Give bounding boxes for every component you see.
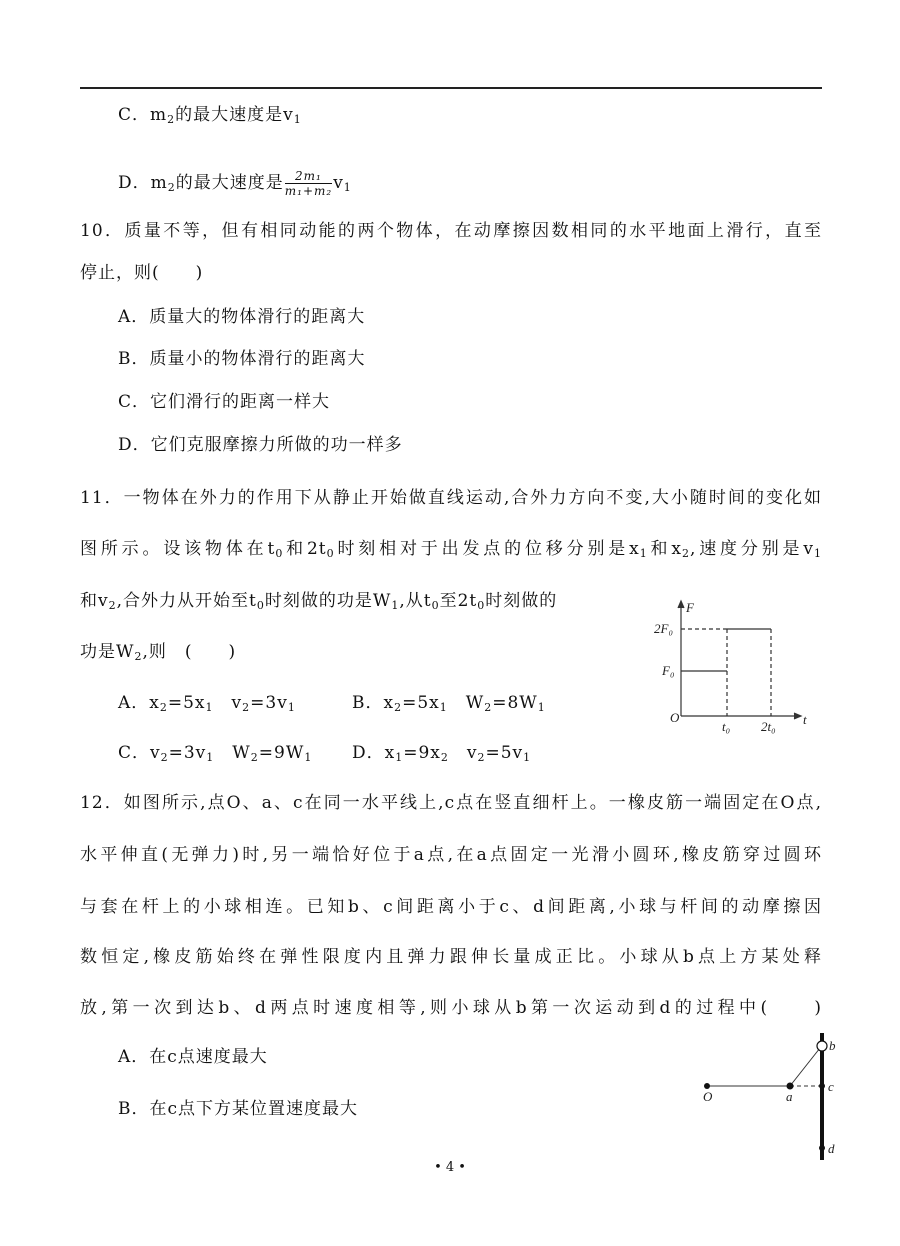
y-tick-f0: F₀ (662, 663, 675, 678)
subscript: 2 (167, 181, 176, 194)
subscript: 1 (293, 113, 302, 126)
subscript: 2 (250, 751, 259, 764)
text: D．x (352, 743, 396, 763)
text: 图所示。设该物体在t (80, 539, 276, 559)
text: =3v (168, 743, 207, 763)
subscript: 2 (440, 751, 449, 764)
text: v (448, 743, 478, 763)
text: 12．如图所示,点O、a、c在同一水平线上,c点在竖直细杆上。一橡皮筋一端固定在O点, (80, 793, 822, 813)
text: 放,第一次到达b、d两点时速度相等,则小球从b第一次运动到d的过程中( ) (80, 998, 822, 1018)
text: 11．一物体在外力的作用下从静止开始做直线运动,合外力方向不变,大小随时间的变化如 (80, 488, 822, 508)
text: 10．质量不等，但有相同动能的两个物体，在动摩擦因数相同的水平地面上滑行，直至 (80, 221, 822, 241)
label-c: c (828, 1079, 834, 1094)
text: C．它们滑行的距离一样大 (118, 392, 331, 412)
x-tick-t0: t₀ (722, 719, 731, 734)
text: =5x (402, 693, 440, 713)
subscript: 0 (275, 547, 284, 560)
label-b: b (829, 1038, 836, 1053)
text: 和2t (283, 539, 327, 559)
ball-b (817, 1041, 827, 1051)
subscript: 2 (242, 701, 251, 714)
subscript: 2 (681, 547, 690, 560)
text: v (333, 173, 344, 193)
subscript: 1 (814, 547, 822, 560)
text: 时刻做的功是W (264, 591, 392, 611)
text: =5x (167, 693, 206, 713)
subscript: 1 (395, 751, 404, 764)
y-tick-2f0: 2F₀ (654, 621, 673, 636)
subscript: 0 (477, 599, 486, 612)
point-d (819, 1145, 825, 1151)
text: ,从t (399, 591, 432, 611)
page-number: • 4 • (434, 1160, 466, 1175)
text: =5v (485, 743, 524, 763)
numerator: 2m₁ (285, 169, 332, 184)
subscript: 2 (160, 751, 169, 764)
text: =9x (403, 743, 441, 763)
subscript: 1 (304, 751, 313, 764)
subscript: 1 (205, 701, 214, 714)
text: D．它们克服摩擦力所做的功一样多 (118, 435, 403, 455)
y-axis-label: F (686, 600, 694, 615)
x-axis-label: t (803, 712, 807, 727)
text: W (214, 743, 251, 763)
text: 至2t (439, 591, 478, 611)
subscript: 2 (167, 113, 176, 126)
text: =9W (258, 743, 305, 763)
x-tick-2t0: 2t₀ (761, 719, 776, 734)
subscript: 2 (159, 701, 168, 714)
subscript: 2 (134, 650, 143, 663)
text: C．m (118, 105, 168, 125)
subscript: 1 (639, 547, 648, 560)
point-c (819, 1083, 825, 1089)
text: A．在c点速度最大 (118, 1047, 268, 1067)
text: 与套在杆上的小球相连。已知b、c间距离小于c、d间距离,小球与杆间的动摩擦因 (80, 897, 822, 917)
text: 时刻做的 (485, 591, 558, 611)
text: 时刻相对于出发点的位移分别是x (334, 539, 640, 559)
subscript: 2 (108, 599, 117, 612)
text: 功是W (80, 642, 135, 662)
subscript: 1 (537, 701, 546, 714)
text: B．x (352, 693, 395, 713)
text: =8W (492, 693, 538, 713)
subscript: 1 (343, 181, 352, 194)
subscript: 0 (431, 599, 440, 612)
label-d: d (828, 1141, 835, 1156)
subscript: 2 (394, 701, 403, 714)
text: W (447, 693, 485, 713)
text: ,合外力从开始至t (116, 591, 257, 611)
text: D．m (118, 173, 168, 193)
text: 水平伸直(无弹力)时,另一端恰好位于a点,在a点固定一光滑小圆环,橡皮筋穿过圆环 (80, 845, 822, 865)
text: 停止，则( ) (80, 263, 204, 283)
text: 的最大速度是v (175, 105, 294, 125)
text: 和v (80, 591, 109, 611)
subscript: 1 (523, 751, 532, 764)
subscript: 0 (326, 547, 335, 560)
origin-label: O (670, 710, 680, 725)
text: A．x (118, 693, 160, 713)
label-o: O (703, 1089, 713, 1104)
text: ,速度分别是v (689, 539, 814, 559)
text: A．质量大的物体滑行的距离大 (118, 307, 366, 327)
subscript: 1 (439, 701, 448, 714)
text: ,则 ( ) (142, 642, 237, 662)
label-a: a (786, 1089, 793, 1104)
subscript: 1 (287, 701, 296, 714)
denominator: m₁+m₂ (284, 184, 333, 198)
text: C．v (118, 743, 161, 763)
text: B．在c点下方某位置速度最大 (118, 1099, 359, 1119)
text: =3v (250, 693, 288, 713)
text: v (213, 693, 243, 713)
text: 的最大速度是 (175, 173, 284, 193)
subscript: 1 (206, 751, 215, 764)
subscript: 1 (391, 599, 400, 612)
text: 数恒定,橡皮筋始终在弹性限度内且弹力跟伸长量成正比。小球从b点上方某处释 (80, 947, 822, 967)
subscript: 2 (484, 701, 493, 714)
text: B．质量小的物体滑行的距离大 (118, 349, 366, 369)
subscript: 2 (477, 751, 486, 764)
subscript: 0 (256, 599, 265, 612)
rubber-band-slant (790, 1048, 820, 1086)
text: 和x (647, 539, 682, 559)
